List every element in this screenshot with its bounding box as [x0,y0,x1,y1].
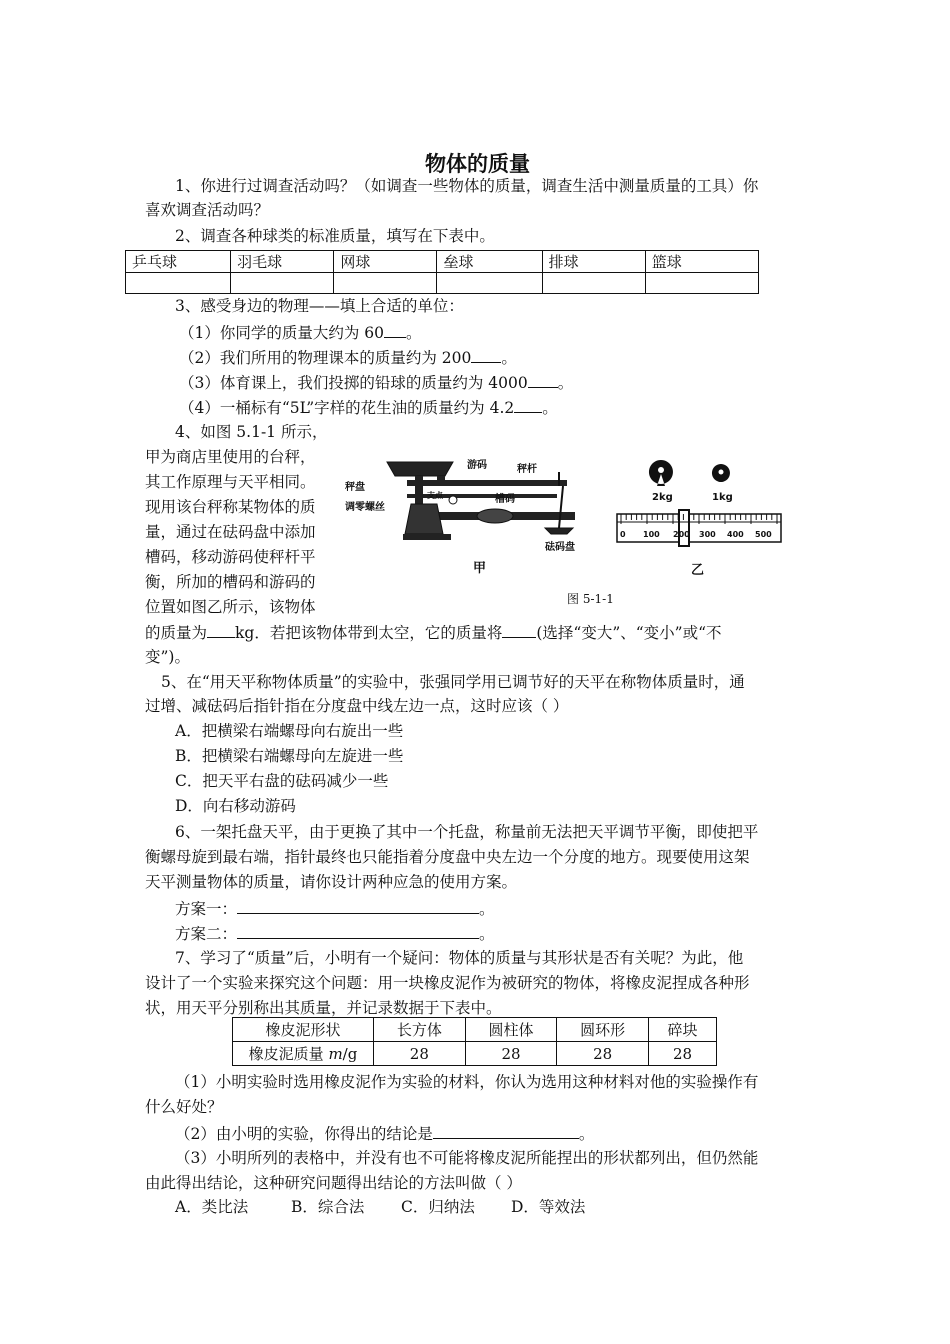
answer-blank[interactable] [471,345,501,363]
label-jia: 甲 [473,561,487,576]
q3-item: （4）一桶标有“5L”字样的花生油的质量约为 4.2 。 [179,395,558,420]
q4-line: 现用该台秤称某物体的质 [145,498,316,516]
ball-cell: 乒乓球 [126,251,231,273]
q7-line2: 设计了一个实验来探究这个问题：用一块橡皮泥作为被研究的物体，将橡皮泥捏成各种形 [145,974,750,992]
q7-option-c[interactable]: C．归纳法 [401,1198,475,1216]
q1-line2: 喜欢调查活动吗？ [145,201,270,219]
weight-hanger [559,486,563,528]
clay-header-cell: 碎块 [649,1018,717,1042]
clay-header-cell: 橡皮泥形状 [233,1018,374,1042]
label-weight-pan: 砝码盘 [545,542,575,553]
clay-header-cell: 圆柱体 [465,1018,557,1042]
q4-line: 位置如图乙所示，该物体 [145,598,316,616]
q3-item: （2）我们所用的物理课本的质量约为 200 。 [179,345,517,370]
answer-cell[interactable] [126,273,231,294]
answer-blank[interactable] [514,395,542,413]
scale-beam [407,480,567,486]
q7-line1: 7、学习了“质量”后，小明有一个疑问：物体的质量与其形状是否有关呢？为此，他 [175,949,744,967]
label-pan: 秤盘 [345,482,365,493]
rider-indicator [679,510,689,546]
rider-weight [437,476,445,486]
tick-label: 500 [755,530,772,539]
tick-label: 300 [699,530,716,539]
answer-blank[interactable] [433,1121,579,1139]
scale-body [405,504,443,534]
ball-cell: 垒球 [437,251,542,273]
q5-line1: 5、在“用天平称物体质量”的实验中，张强同学用已调节好的天平在称物体质量时，通 [161,673,745,691]
answer-cell[interactable] [231,273,334,294]
q7-option-b[interactable]: B．综合法 [291,1198,365,1216]
q6-plan2: 方案二： 。 [175,921,495,946]
weights-and-scale-figure [615,452,785,582]
q5-option-c[interactable]: C．把天平右盘的砝码减少一些 [175,772,389,790]
answer-blank[interactable] [384,320,406,338]
clay-header-cell: 圆环形 [557,1018,649,1042]
answer-cell[interactable] [334,273,437,294]
clay-row-label: 橡皮泥质量 m/g [233,1042,374,1066]
q4-last-line: 的质量为 kg．若把该物体带到太空，它的质量将 (选择“变大”、“变小”或“不 [145,620,722,645]
answer-blank[interactable] [237,921,479,939]
ball-table-header-row [126,251,759,273]
q3-item: （1）你同学的质量大约为 60 。 [179,320,422,345]
ball-cell: 羽毛球 [231,251,334,273]
tick-label: 200 [673,530,690,539]
q5-option-b[interactable]: B．把横梁右端螺母向左旋进一些 [175,747,404,765]
q7-option-a[interactable]: A．类比法 [175,1198,249,1216]
figure-caption: 图 5-1-1 [567,592,614,606]
weight-label-1kg: 1kg [712,492,733,503]
q5-line2: 过增、减砝码后指针指在分度盘中线左边一点，这时应该（ ） [145,697,569,715]
scale-foot [403,534,451,540]
platform-scale-figure [345,450,605,580]
q4-line: 甲为商店里使用的台秤， [145,448,316,466]
ball-cell: 篮球 [645,251,758,273]
q6-line3: 天平测量物体的质量，请你设计两种应急的使用方案。 [145,873,518,891]
clay-table [232,1017,717,1066]
tick-label: 400 [727,530,744,539]
q7-s3-line2: 由此得出结论，这种研究问题得出结论的方法叫做（ ） [145,1174,522,1192]
answer-blank[interactable] [528,370,558,388]
q4-line: 量，通过在砝码盘中添加 [145,523,316,541]
ball-cell: 排球 [542,251,645,273]
q6-line2: 衡螺母旋到最右端，指针最终也只能指着分度盘中央左边一个分度的地方。现要使用这架 [145,848,750,866]
label-rider: 游码 [467,460,487,471]
q3-item: （3）体育课上，我们投掷的铅球的质量约为 4000 。 [179,370,573,395]
q5-option-d[interactable]: D．向右移动游码 [175,797,296,815]
ball-table-answer-row [126,273,759,294]
label-zero-screw: 调零螺丝 [345,502,385,513]
clay-header-cell: 长方体 [374,1018,466,1042]
q7-s1-line1: （1）小明实验时选用橡皮泥作为实验的材料，你认为选用这种材料对他的实验操作有 [175,1073,759,1091]
q6-line1: 6、一架托盘天平，由于更换了其中一个托盘，称量前无法把天平调节平衡，即使把平 [175,823,759,841]
q7-line3: 状，用天平分别称出其质量，并记录数据于下表中。 [145,999,502,1017]
label-beam: 秤杆 [517,464,537,475]
q7-s3-line1: （3）小明所列的表格中，并没有也不可能将橡皮泥所能捏出的形状都列出，但仍然能 [175,1149,759,1167]
q3-text: 3、感受身边的物理——填上合适的单位： [175,297,464,315]
tick-label: 0 [620,530,626,539]
slot-weights [477,509,513,523]
clay-value-cell: 28 [465,1042,557,1066]
q5-option-a[interactable]: A．把横梁右端螺母向右旋出一些 [175,722,404,740]
weight-hole [719,470,724,475]
q6-plan1: 方案一： 。 [175,896,495,921]
tick-label: 100 [643,530,660,539]
clay-value-cell: 28 [557,1042,649,1066]
q4-line: 4、如图 5.1-1 所示， [175,423,328,441]
ball-table [125,250,759,294]
answer-blank[interactable] [502,620,536,638]
q4-line: 槽码，移动游码使秤杆平 [145,548,316,566]
q7-s2: （2）由小明的实验，你得出的结论是 。 [175,1121,594,1146]
q4-line: 其工作原理与天平相同。 [145,473,316,491]
clay-table-header-row [233,1018,717,1042]
clay-value-cell: 28 [649,1042,717,1066]
label-slot-weight: 槽码 [495,494,515,505]
clay-table-data-row [233,1042,717,1066]
label-yi: 乙 [691,563,705,578]
q2-text: 2、调查各种球类的标准质量，填写在下表中。 [175,227,495,245]
q7-option-d[interactable]: D．等效法 [511,1198,586,1216]
page-title: 物体的质量 [425,152,530,176]
weight-pan [545,528,573,534]
ball-cell: 网球 [334,251,437,273]
q4-line: 衡，所加的槽码和游码的 [145,573,316,591]
q4-last-line2: 变”)。 [145,648,190,666]
answer-blank[interactable] [207,620,235,638]
weight-2kg-icon [649,460,673,486]
scale-pan [387,462,453,476]
q1-line1: 1、你进行过调查活动吗？（如调查一些物体的质量，调查生活中测量质量的工具）你 [175,177,759,195]
clay-value-cell: 28 [374,1042,466,1066]
answer-cell[interactable] [437,273,542,294]
weight-hole [658,467,664,473]
pivot-point [449,496,457,504]
answer-blank[interactable] [237,896,479,914]
answer-cell[interactable] [645,273,758,294]
label-pivot: 支点 [427,491,443,500]
answer-cell[interactable] [542,273,645,294]
weight-label-2kg: 2kg [652,492,673,503]
q7-s1-line2: 什么好处？ [145,1098,223,1116]
